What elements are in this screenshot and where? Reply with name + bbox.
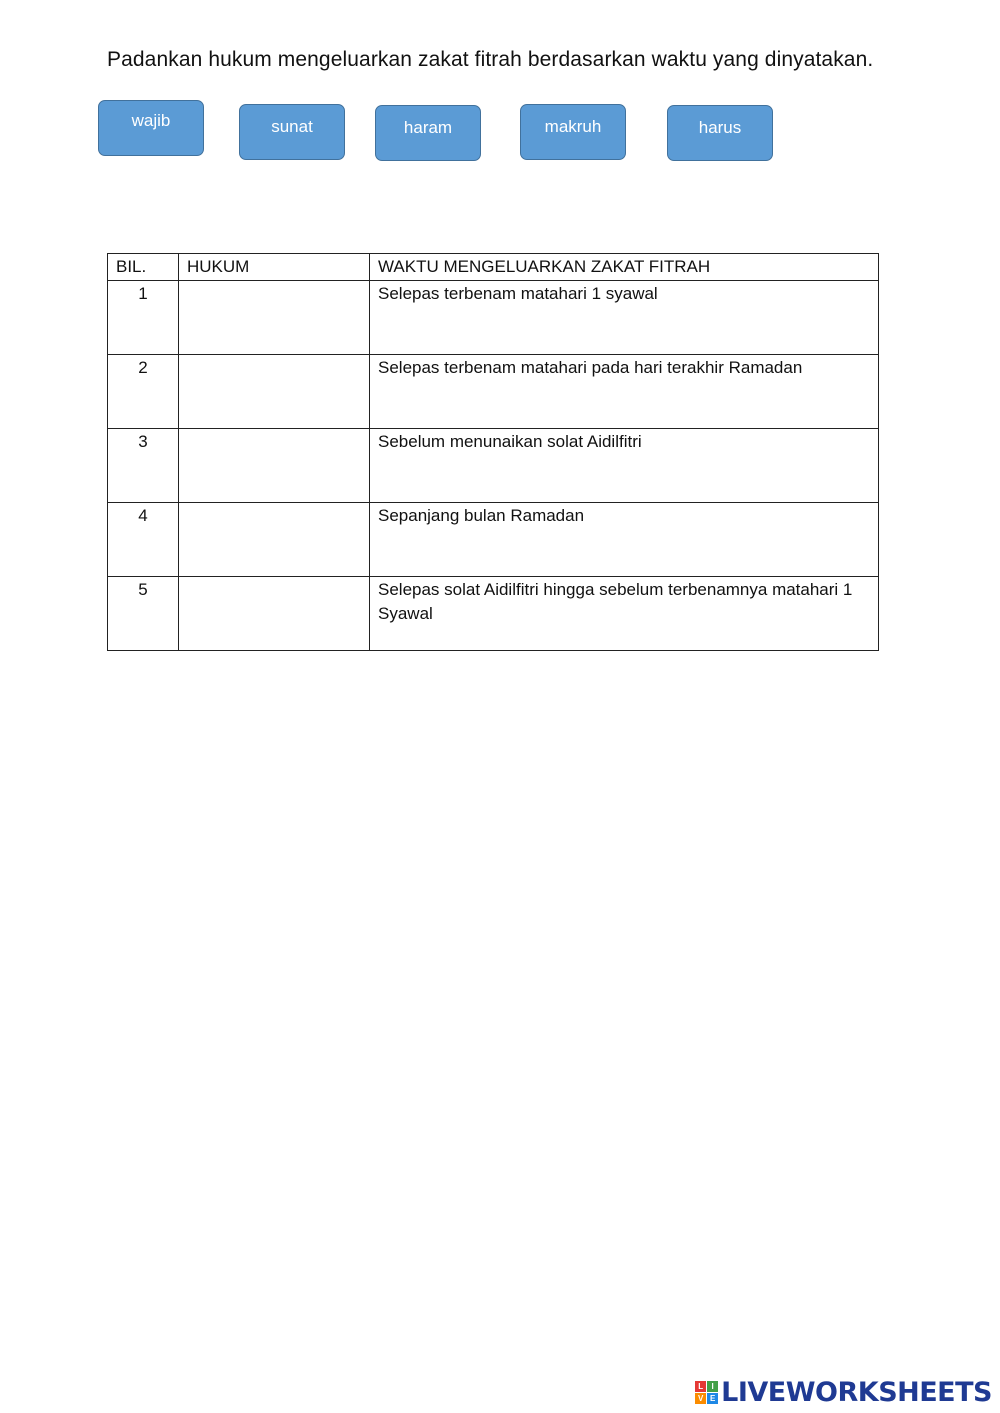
hukum-drop-zone[interactable]: [179, 503, 370, 577]
brand-name: LIVEWORKSHEETS: [721, 1377, 992, 1408]
row-number: 2: [108, 355, 179, 429]
row-number: 5: [108, 577, 179, 651]
waktu-text: Selepas terbenam matahari 1 syawal: [370, 281, 879, 355]
header-bil: BIL.: [108, 254, 179, 281]
option-haram[interactable]: haram: [375, 105, 481, 161]
table-row: [108, 281, 879, 355]
option-sunat[interactable]: sunat: [239, 104, 345, 160]
waktu-text: Selepas terbenam matahari pada hari terakhir Ramadan: [370, 355, 879, 429]
row-number: 3: [108, 429, 179, 503]
waktu-text: Sepanjang bulan Ramadan: [370, 503, 879, 577]
option-wajib[interactable]: wajib: [98, 100, 204, 156]
table-header-row: [108, 254, 879, 281]
waktu-text: Sebelum menunaikan solat Aidilfitri: [370, 429, 879, 503]
header-waktu: WAKTU MENGELUARKAN ZAKAT FITRAH: [370, 254, 879, 281]
liveworksheets-logo-icon: [695, 1381, 718, 1404]
logo-letter-v: V: [695, 1393, 706, 1404]
waktu-text: Selepas solat Aidilfitri hingga sebelum terbenamnya matahari 1 Syawal: [370, 577, 879, 651]
option-makruh[interactable]: makruh: [520, 104, 626, 160]
table-row: [108, 429, 879, 503]
hukum-drop-zone[interactable]: [179, 355, 370, 429]
zakat-table: [107, 253, 879, 651]
instruction-text: Padankan hukum mengeluarkan zakat fitrah berdasarkan waktu yang dinyatakan.: [107, 48, 874, 71]
header-hukum: HUKUM: [179, 254, 370, 281]
table-row: [108, 355, 879, 429]
hukum-drop-zone[interactable]: [179, 281, 370, 355]
option-harus[interactable]: harus: [667, 105, 773, 161]
table-row: [108, 577, 879, 651]
hukum-drop-zone[interactable]: [179, 577, 370, 651]
logo-letter-l: L: [695, 1381, 706, 1392]
hukum-drop-zone[interactable]: [179, 429, 370, 503]
row-number: 4: [108, 503, 179, 577]
table-row: [108, 503, 879, 577]
logo-letter-e: E: [707, 1393, 718, 1404]
liveworksheets-brand: [695, 1377, 992, 1408]
row-number: 1: [108, 281, 179, 355]
logo-letter-i: I: [707, 1381, 718, 1392]
